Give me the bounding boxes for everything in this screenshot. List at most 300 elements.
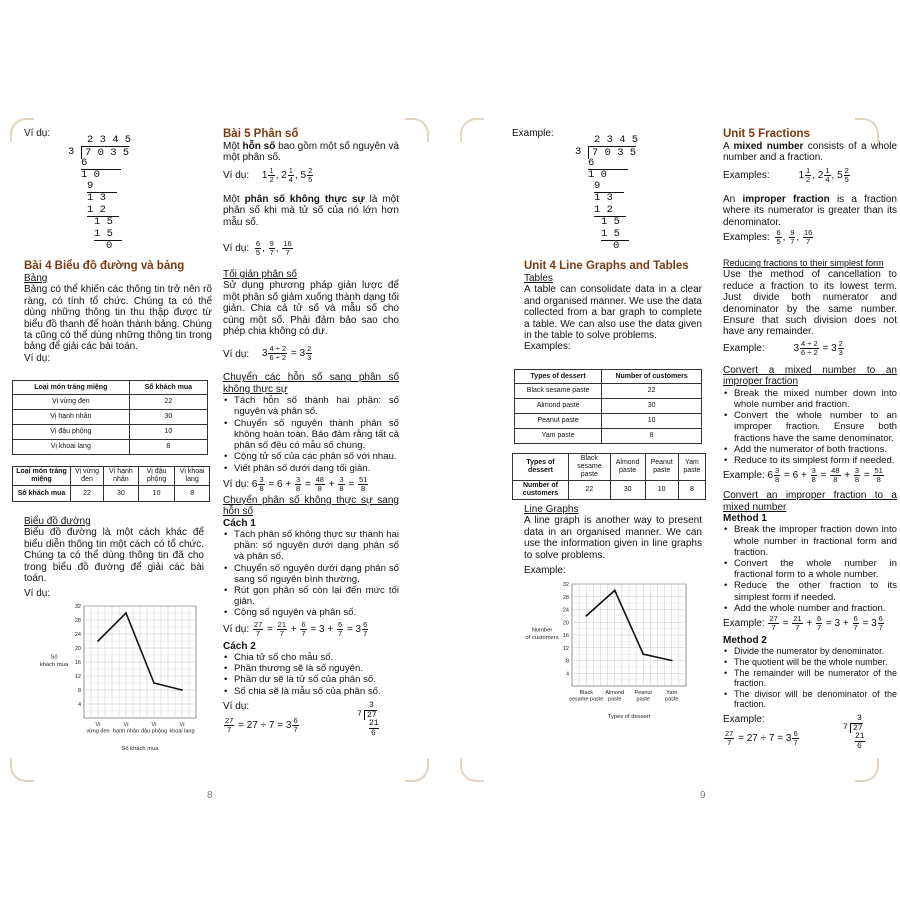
- line-graph-example-label: Example:: [524, 565, 566, 577]
- mixed-number: 1 $\frac{1}{2}$ ,: [798, 165, 815, 184]
- y-axis-label-line: Number: [531, 627, 553, 634]
- table-cell: 8: [602, 429, 702, 444]
- mixed-number: 2 $\frac{1}{4}$ ,: [817, 165, 835, 184]
- lesson4-title: Bài 4 Biểu đồ đường và bảng: [24, 260, 185, 272]
- example-label: Ví dụ:: [223, 169, 250, 181]
- table-cell: 10: [602, 414, 702, 429]
- math-operator: = 3: [346, 623, 362, 635]
- math-operator: =: [820, 470, 827, 482]
- method2-steps: [723, 646, 897, 710]
- math-operator: +: [328, 478, 335, 490]
- method2-label: Method 2: [723, 634, 767, 646]
- table-row: [13, 467, 210, 486]
- table-cell: Vị khoai lang: [175, 467, 210, 486]
- equals-sign: =: [290, 348, 297, 360]
- numerator: 51: [358, 474, 368, 484]
- whole-number: 3: [261, 348, 268, 360]
- x-axis-title: Số khách mua: [121, 746, 159, 752]
- table-row-label: Number of customers: [513, 481, 569, 500]
- table-row: [513, 481, 706, 500]
- numerator: 9: [790, 228, 795, 238]
- example-label: Example:: [723, 470, 765, 482]
- math-operator: +: [806, 618, 813, 630]
- numerator: 3: [296, 474, 301, 484]
- simplify-example: [223, 345, 399, 362]
- numerator: 1: [806, 165, 811, 175]
- denominator: 8: [339, 483, 344, 493]
- numerator: 1: [825, 165, 830, 175]
- mixed-examples: [223, 167, 399, 184]
- list-item: • Tách hỗn số thành hai phần: số nguyên và phân số.: [223, 395, 399, 417]
- long-division-step: 1 5: [94, 216, 113, 228]
- long-division-step: 1 2: [87, 204, 119, 217]
- long-division-step: 9: [594, 180, 624, 193]
- table-row: [515, 429, 702, 444]
- numerator: 51: [874, 466, 883, 476]
- denominator: 6 ÷ 2: [269, 353, 287, 363]
- denominator: 7: [790, 237, 795, 247]
- whole-number: 1: [798, 169, 805, 181]
- line-graph-paragraph: A line graph is another way to present data in an organised manner. We can use the information given in line graphs to solve problems.: [524, 515, 702, 561]
- data-point: [181, 689, 183, 691]
- x-tick-label-line: khoai lang: [169, 728, 195, 735]
- numerator: 3: [259, 474, 264, 484]
- short-division-remainder: 6: [857, 741, 862, 751]
- long-division-step: 1 3: [594, 192, 613, 204]
- denominator: 7: [771, 622, 776, 632]
- y-tick-label: 28: [562, 594, 569, 601]
- long-division-step: 1 0: [81, 169, 100, 181]
- numerator: 6: [301, 619, 306, 629]
- table-row: [515, 384, 702, 399]
- simplest-form-paragraph: Use the method of cancellation to reduce a fraction to its lowest term. Just divide both numerator and denominator by the same number. Ensure that such division does not have any remainder.: [723, 269, 897, 338]
- denominator: 8: [854, 475, 860, 485]
- x-tick-label: [113, 722, 139, 735]
- denominator: 7: [293, 724, 298, 734]
- short-division-quotient: 3: [857, 713, 862, 723]
- numerator: 2: [308, 165, 313, 175]
- denominator: 7: [301, 628, 306, 638]
- long-division-step: 1 5: [601, 228, 629, 241]
- long-division-step: 1 3: [87, 192, 106, 204]
- math-operator: +: [290, 623, 297, 635]
- data-point: [671, 660, 673, 662]
- mixed-number: [837, 165, 851, 184]
- list-item: • Divide the numerator by denominator.: [723, 646, 897, 657]
- x-tick-label-line: đậu phộng: [141, 728, 167, 735]
- table-row: [13, 395, 208, 410]
- unit4-title: Unit 4 Line Graphs and Tables: [524, 260, 689, 272]
- improper-to-mixed-example: [223, 621, 399, 638]
- whole-number: 3: [793, 343, 800, 355]
- long-division-step: 1 2: [594, 204, 626, 217]
- math-operator: =: [782, 618, 789, 630]
- table-cell: Vị đậu phộng: [13, 425, 130, 440]
- numerator: 2: [307, 344, 312, 354]
- math-operator: = 3: [862, 618, 877, 630]
- numerator: 6: [293, 715, 298, 725]
- table-header-row: [515, 370, 702, 384]
- numerator: 48: [831, 466, 840, 476]
- denominator: 8: [259, 483, 264, 493]
- vertical-table: [514, 369, 702, 444]
- numerator: 48: [315, 474, 324, 484]
- x-tick-label: [169, 722, 194, 735]
- y-axis-label: [40, 655, 69, 669]
- example-label: Example:: [512, 128, 554, 139]
- page-number: 8: [207, 790, 213, 801]
- text-fragment: An: [723, 193, 743, 205]
- short-division-quotient: 3: [369, 700, 374, 710]
- method1-steps: [723, 524, 897, 614]
- denominator: 2: [806, 174, 811, 184]
- numerator: 6: [793, 728, 798, 738]
- denominator: 6 ÷ 2: [801, 347, 818, 357]
- long-division-step: 1 0: [588, 169, 607, 181]
- denominator: 7: [227, 724, 232, 734]
- long-division-divisor: 3: [68, 146, 75, 158]
- text-fragment: Một: [223, 141, 243, 152]
- x-tick-label-line: sesame paste: [569, 696, 604, 703]
- table-cell: 22: [602, 384, 702, 399]
- numerator: 6: [878, 613, 883, 623]
- simplest-form-heading: Reducing fractions to their simplest form: [723, 258, 884, 269]
- denominator: 8: [876, 475, 881, 485]
- x-tick-label-line: Vị: [95, 722, 101, 728]
- table-row-label: Loại món tráng miệng: [13, 467, 71, 486]
- text-fragment: A: [723, 141, 734, 152]
- y-tick-label: 8: [77, 688, 81, 694]
- list-item: • Tách phân số không thực sự thành hai phần: số nguyên dưới dạng phân số và phân số.: [223, 529, 399, 563]
- text-fragment: Một: [223, 193, 245, 205]
- y-axis-label-line: of customers: [525, 635, 559, 641]
- long-division-step: 6: [588, 157, 628, 170]
- table-cell: Almond paste: [610, 454, 645, 481]
- whole-number: 2: [281, 169, 287, 181]
- list-item: • Rút gọn phân số còn lại đến mức tối giản.: [223, 585, 399, 607]
- x-tick-label: [86, 722, 109, 735]
- y-tick-label: 24: [562, 607, 569, 614]
- text-fragment: bao gồm một số nguyên và một phân số.: [223, 141, 399, 164]
- y-tick-label: 20: [562, 620, 569, 627]
- x-axis-title: Types of dessert: [607, 714, 651, 720]
- table-header: Types of dessert: [515, 370, 602, 384]
- simplest-form-paragraph: Sử dụng phương pháp giản lược để một phân số giảm xuống thành dạng tối giản. Chia cả tử số và mẫu số cho cùng một số. Phải đảm bảo sao cho phép chia không có dư.: [223, 280, 399, 338]
- denominator: 8: [317, 483, 322, 493]
- example-label: Ví dụ:: [223, 243, 250, 255]
- denominator: 3: [838, 347, 843, 357]
- denominator: 7: [727, 737, 732, 747]
- list-item: • The quotient will be the whole number.: [723, 657, 897, 668]
- numerator: 4 ÷ 2: [801, 338, 818, 348]
- table-cell: 22: [71, 486, 104, 502]
- math-operator: = 27 ÷ 7 = 3: [738, 733, 792, 745]
- math-operator: = 3 +: [825, 618, 849, 630]
- data-point: [97, 640, 99, 642]
- list-item: • Cộng tử số của các phân số với nhau.: [223, 451, 399, 462]
- table-cell: 10: [645, 481, 678, 500]
- short-division-remainder: 6: [371, 728, 376, 738]
- table-cell: 30: [610, 481, 645, 500]
- table-header: Số khách mua: [129, 381, 207, 395]
- y-tick-label: 4: [565, 671, 569, 678]
- page-corner-decoration: [460, 758, 484, 782]
- long-division-step: 0: [613, 240, 620, 252]
- denominator: 5: [308, 174, 313, 184]
- table-row: [13, 410, 208, 425]
- numerator: 27: [253, 619, 263, 629]
- x-tick-label-line: Yam: [666, 690, 678, 696]
- y-tick-label: 16: [562, 633, 569, 639]
- x-tick-label-line: Peanut: [634, 690, 652, 696]
- denominator: 8: [811, 475, 816, 485]
- unit5-title: Unit 5 Fractions: [723, 128, 810, 140]
- y-tick-label: 16: [74, 660, 81, 666]
- example-label: Ví dụ:: [223, 700, 250, 712]
- denominator: 7: [279, 628, 284, 638]
- improper-examples: Examples: $\frac{6}{5}$ , $\frac{9}{7}$ , $\frac{16}{7}$: [723, 228, 813, 247]
- denominator: 7: [363, 628, 368, 638]
- numerator: 6: [255, 239, 261, 249]
- table-header-row: [13, 381, 208, 395]
- data-point: [614, 589, 616, 591]
- x-tick-label-line: Vị: [151, 722, 157, 728]
- x-tick-label-line: Black: [579, 690, 593, 696]
- improper-to-mixed-example: [723, 615, 897, 632]
- math-operator: =: [348, 478, 355, 490]
- y-tick-label: 12: [74, 674, 81, 680]
- list-item: • Chuyển số nguyên dưới dạng phân số sang số nguyên bình thường.: [223, 563, 399, 585]
- numerator: 3: [854, 466, 860, 476]
- numerator: 1: [269, 165, 274, 175]
- table-row-label: Types of dessert: [513, 454, 569, 481]
- x-tick-label-line: Almond: [605, 690, 625, 696]
- right-column: [223, 128, 399, 778]
- table-header: Number of customers: [602, 370, 702, 384]
- long-division-quotient: 2 3 4 5: [594, 134, 639, 146]
- x-tick-label-line: Vị: [179, 722, 185, 728]
- table-cell: 30: [602, 399, 702, 414]
- denominator: 3: [307, 353, 312, 363]
- line-chart-en: [512, 578, 702, 728]
- list-item: • The divisor will be denominator of the fraction.: [723, 689, 897, 710]
- numerator: 2: [844, 165, 849, 175]
- long-division-step: 1 5: [94, 228, 122, 241]
- term-mixed-number: hỗn số: [242, 141, 276, 152]
- whole-number: 5: [837, 169, 843, 181]
- long-division-step: 6: [81, 157, 121, 170]
- x-tick-label-line: hạnh nhân: [113, 728, 139, 735]
- line-graph-paragraph: Biểu đồ đường là một cách khác để biểu diễn thông tin một cách có tổ chức. Chúng ta có thể dùng thông tin đã cho trong biểu đồ đường để giải các bài toán.: [24, 527, 204, 585]
- table-cell: 30: [129, 410, 207, 425]
- table-cell: 8: [175, 486, 210, 502]
- math-operator: =: [267, 623, 273, 635]
- table-cell: Yam paste: [515, 429, 602, 444]
- mixed-to-improper-heading: Chuyển các hỗn số sang phân số không thực sự: [223, 372, 399, 395]
- term-mixed-number: mixed number: [733, 141, 804, 152]
- example-label: Ví dụ:: [223, 623, 250, 635]
- long-division-dividend: 7 0 3 5: [588, 146, 636, 159]
- list-item: • Viết phân số dưới dạng tối giản.: [223, 463, 399, 474]
- denominator: 7: [816, 622, 822, 632]
- method2-label: Cách 2: [223, 640, 256, 652]
- list-item: • Chia tử số cho mẫu số.: [223, 652, 399, 663]
- denominator: 7: [337, 628, 343, 638]
- numerator: 3: [811, 466, 816, 476]
- table-cell: Vị hạnh nhân: [13, 410, 130, 425]
- numerator: 4 ÷ 2: [269, 344, 287, 354]
- short-division-product: 21: [369, 718, 379, 728]
- numerator: 27: [225, 715, 234, 725]
- denominator: 5: [844, 174, 849, 184]
- data-point: [153, 682, 155, 684]
- long-division-divisor: 3: [575, 146, 582, 158]
- x-tick-label: [665, 690, 678, 703]
- x-tick-label: [635, 690, 653, 703]
- mixed-to-improper-steps: [223, 395, 399, 473]
- denominator: 8: [361, 483, 366, 493]
- y-tick-label: 32: [562, 582, 569, 588]
- table-header: Loại món tráng miệng: [13, 381, 130, 395]
- numerator: 9: [269, 239, 274, 249]
- table-row: [13, 425, 208, 440]
- table-cell: Vị đậu phộng: [138, 467, 175, 486]
- page-number: 9: [700, 790, 706, 801]
- short-division-divisor: 7: [357, 709, 362, 719]
- horizontal-table: [512, 453, 706, 500]
- text-fragment: is a fraction where its numerator is greater than its denominator.: [723, 193, 897, 228]
- table-row-label: Số khách mua: [13, 486, 71, 502]
- numerator: 6: [776, 228, 781, 238]
- method1-label: Method 1: [723, 512, 767, 524]
- term-improper-fraction: phân số không thực sự: [244, 193, 365, 205]
- table-row: [515, 399, 702, 414]
- x-tick-label: [569, 690, 603, 703]
- short-division-divisor: 7: [843, 722, 848, 732]
- numerator: 3: [775, 466, 780, 476]
- table-paragraph: Bảng có thể khiến các thông tin trở nên rõ ràng, có tính tổ chức. Chúng ta có thể dùng những thông tin thu thập được từ biểu đồ thanh để hoàn thành bảng. Chúng ta cũng có thể dùng những thông tin trong bảng để giải các bài toán.: [24, 284, 212, 353]
- numerator: 27: [769, 613, 778, 623]
- denominator: 2: [269, 174, 274, 184]
- y-axis-label: [525, 628, 558, 642]
- numerator: 27: [725, 728, 734, 738]
- table-cell: Peanut paste: [515, 414, 602, 429]
- mixed-number: 1 $\frac{1}{2}$ ,: [261, 165, 279, 184]
- example-label: Examples:: [723, 232, 770, 244]
- table-cell: Almond paste: [515, 399, 602, 414]
- list-item: • Reduce to its simplest form if needed.: [723, 455, 897, 466]
- list-item: • Phần dư sẽ là tử số của phân số.: [223, 674, 399, 685]
- example-label: Ví dụ:: [223, 478, 250, 490]
- denominator: 7: [853, 622, 858, 632]
- long-division-step: 1 5: [601, 216, 620, 228]
- x-tick-label-line: vừng đen: [86, 728, 110, 735]
- x-tick-label-line: paste: [636, 696, 650, 703]
- lesson5-title: Bài 5 Phân số: [223, 128, 299, 140]
- long-division-step: 0: [106, 240, 113, 252]
- math-operator: = 6 +: [783, 470, 807, 482]
- numerator: 2: [838, 338, 843, 348]
- denominator: 7: [269, 248, 274, 258]
- numerator: 21: [277, 619, 287, 629]
- denominator: 7: [793, 737, 798, 747]
- improper-fraction-definition: [723, 194, 897, 228]
- x-tick-label: [141, 722, 167, 735]
- denominator: 7: [285, 248, 290, 258]
- table-example-label: Ví dụ:: [24, 352, 51, 364]
- table-cell: 10: [138, 486, 175, 502]
- numerator: 6: [363, 619, 368, 629]
- denominator: 7: [256, 628, 261, 638]
- improper-fraction-definition: [223, 194, 399, 228]
- denominator: 4: [288, 174, 293, 184]
- list-item: • Add the whole number and fraction.: [723, 603, 897, 614]
- line-graph-example-label: Ví dụ:: [24, 588, 51, 600]
- numerator: 1: [288, 165, 293, 175]
- x-tick-label-line: Vị: [123, 722, 129, 728]
- text-fragment: là một phân số khi mà tử số của nó lớn hơn mẫu số.: [223, 193, 400, 228]
- denominator: 5: [776, 237, 781, 247]
- x-tick-label-line: paste: [665, 696, 679, 703]
- y-tick-label: 12: [562, 645, 569, 652]
- table-heading: Bảng: [24, 273, 48, 284]
- denominator: 8: [833, 475, 838, 485]
- math-operator: +: [844, 470, 851, 482]
- numerator: 16: [803, 228, 813, 238]
- mixed-examples: [723, 167, 897, 184]
- numerator: 21: [793, 613, 802, 623]
- data-point: [125, 612, 127, 614]
- right-column: [723, 128, 897, 778]
- list-item: • Break the mixed number down into whole number and fraction.: [723, 388, 897, 410]
- method1-steps: [223, 529, 399, 619]
- mixed-to-improper-heading: Convert a mixed number to an improper fraction: [723, 364, 897, 388]
- table-cell: Black sesame paste: [569, 454, 611, 481]
- example-label: Example:: [723, 618, 765, 630]
- example-label: Example:: [723, 713, 765, 725]
- table-cell: 10: [129, 425, 207, 440]
- division-equation: [223, 717, 300, 734]
- table-cell: Vị vừng đen: [13, 395, 130, 410]
- list-item: • Phần thương sẽ là số nguyên.: [223, 663, 399, 674]
- short-division-product: 21: [855, 731, 865, 741]
- table-cell: Vị khoai lang: [13, 440, 130, 455]
- tables-examples-label: Examples:: [524, 341, 571, 353]
- y-tick-label: 32: [74, 604, 81, 610]
- mixed-number: 2 $\frac{1}{4}$ ,: [281, 165, 298, 184]
- list-item: • Add the numerator of both fractions.: [723, 444, 897, 455]
- table-cell: Vị hạnh nhân: [104, 467, 139, 486]
- list-item: • Break the improper fraction down into whole number in fractional form and fraction.: [723, 524, 897, 558]
- table-cell: Peanut paste: [645, 454, 678, 481]
- denominator: 8: [296, 483, 301, 493]
- data-point: [642, 653, 644, 655]
- line-graph-heading: Biểu đồ đường: [24, 516, 91, 527]
- whole-number: 3: [299, 348, 306, 360]
- table-cell: 30: [104, 486, 139, 502]
- mixed-number-definition: [723, 141, 897, 164]
- y-axis-label-line: khách mua: [39, 662, 69, 668]
- table-cell: Vị vừng đen: [71, 467, 104, 486]
- mixed-to-improper-example: [223, 476, 399, 493]
- right-page: [450, 0, 900, 900]
- mixed-number: [300, 165, 315, 184]
- list-item: • Chuyển số nguyên thành phân số không hoàn toàn. Bảo đảm rằng tất cả phân số đều có mẫu số chung.: [223, 418, 399, 452]
- y-tick-label: 24: [74, 632, 81, 638]
- math-operator: =: [863, 470, 870, 482]
- example-label: Ví dụ:: [223, 348, 250, 360]
- list-item: • The remainder will be numerator of the fraction.: [723, 668, 897, 689]
